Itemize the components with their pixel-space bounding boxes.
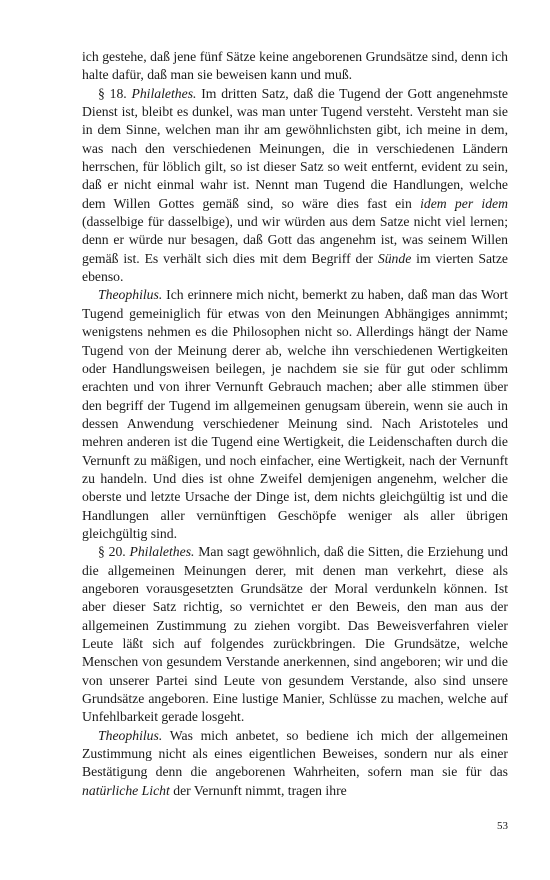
text-run: § 18. bbox=[98, 85, 132, 101]
body-text bbox=[82, 48, 508, 800]
italic-text: Theophilus. bbox=[98, 727, 163, 743]
italic-text: idem per idem bbox=[420, 195, 508, 211]
text-run: der Vernunft nimmt, tragen ihre bbox=[169, 782, 347, 798]
text-run: Ich erinnere mich nicht, bemerkt zu haben, daß man das Wort Tugend gemeiniglich für etwas von den Meinungen Abhängiges annimmt; wenigstens nehmen es die Philosophen nicht so. Allerdings hängt der Name Tugend von der Meinung derer ab, welche ihn verschiedenen Wertigkeiten oder Handlungsweisen beilegen, je nachdem sie sie für gut oder schlimm erachten und von ihrer Vernunft Gebrauch machen; aber alle stimmen über den begriff der Tugend im allgemeinen genugsam überein, wenn sie auch in dessen Anwendung verschiedener Meinung sind. Nach Aristoteles und mehren anderen ist die Tugend eine Wertigkeit, die Leidenschaften durch die Vernunft zu mäßigen, und noch einfacher, eine Wertigkeit, nach der Vernunft zu handeln. Und dies ist ohne Zweifel demjenigen angenehm, welcher die oberste und letzte Ursache der Dinge ist, dem nichts gleichgültig ist und die Handlungen aller vernünftigen Geschöpfe weniger als aller übrigen gleichgültig sind. bbox=[82, 287, 508, 541]
text-run: ich gestehe, daß jene fünf Sätze keine angeborenen Grundsätze sind, denn ich halte dafür, daß man sie beweisen kann und muß. bbox=[82, 49, 508, 83]
text-run: Man sagt gewöhnlich, daß die Sitten, die Erziehung und die allgemeinen Meinungen derer, mit denen man verkehrt, diese als angeboren vorausgesetzten Grundsätze der Moral verdunkeln können. Ist aber dieser Satz richtig, so vernichtet er den Beweis, den man aus der allgemeinen Zustimmung zu ziehen vorgibt. Das Beweisverfahren vieler Leute läßt sich auf folgendes zurückbringen. Die Grundsätze, welche Menschen von gesundem Verstande anerkennen, sind angeboren; wir und die von unserer Partei sind Leute von gesundem Verstande, also sind unsere Grundsätze angeboren. Eine lustige Manier, Schlüsse zu machen, welche auf Unfehlbarkeit gerade losgeht. bbox=[82, 544, 509, 725]
page-number: 53 bbox=[497, 820, 508, 832]
text-run: (dasselbige für dasselbige), und wir würden aus dem Satze nicht viel lernen; denn er würde nur besagen, daß Gott das angenehm ist, was seinem Willen gemäß ist. Es verhält sich dies mit dem Begriff der bbox=[82, 214, 508, 266]
text-run: im vierten Satze ebenso. bbox=[82, 250, 509, 285]
italic-text: Philalethes. bbox=[129, 544, 195, 560]
italic-text: Sünde bbox=[377, 250, 412, 266]
paragraph bbox=[82, 286, 508, 543]
paragraph bbox=[82, 543, 508, 726]
paragraph bbox=[82, 85, 508, 287]
paragraph bbox=[82, 48, 508, 85]
paragraph bbox=[82, 727, 508, 800]
text-run: Im dritten Satz, daß die Tugend der Gott angenehmste Dienst ist, bleibt es dunkel, was man unter Tugend versteht. Versteht man sie in dem Sinne, welchen man ihr am gewöhnlichsten gibt, ich meine in dem, was nach den verschiedenen Meinungen, die in verschiedenen Ländern herrschen, für löblich gilt, so ist dieser Satz so weit entfernt, evident zu sein, daß er nicht einmal wahr ist. Nennt man Tugend die Handlungen, welche dem Willen Gottes gemäß sind, so wäre dies fast ein bbox=[82, 85, 508, 211]
text-run: § 20. bbox=[98, 544, 130, 560]
italic-text: Theophilus. bbox=[98, 287, 163, 303]
italic-text: Philalethes. bbox=[131, 85, 197, 101]
italic-text: natürliche Licht bbox=[82, 782, 170, 798]
text-run: Was mich anbetet, so bediene ich mich der allgemeinen Zustimmung nicht als eines eigentlichen Beweises, sondern nur als einer Bestätigung denn die angeborenen Wahrheiten, sofern man sie für das bbox=[82, 727, 508, 780]
